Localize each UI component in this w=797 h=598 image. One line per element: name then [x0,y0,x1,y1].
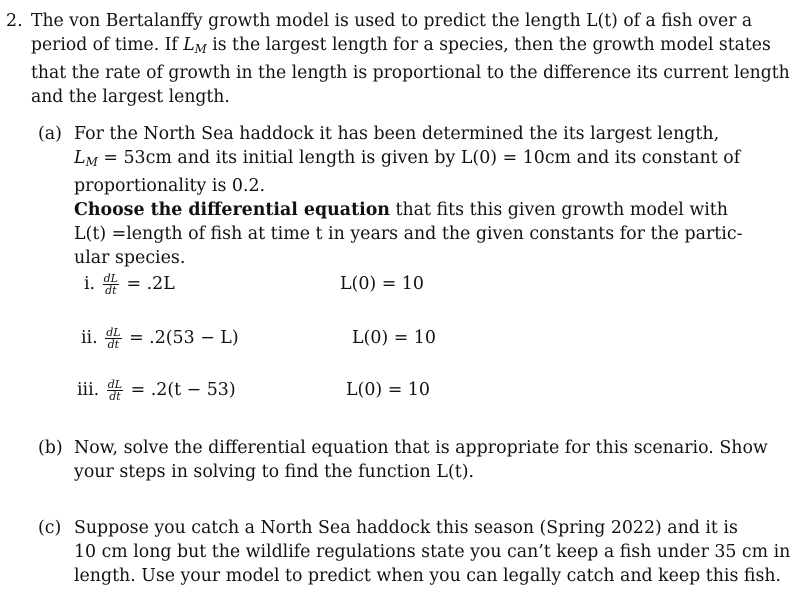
part-a-line-3: proportionality is 0.2. [74,176,266,196]
problem-number: 2. [6,11,23,31]
stem-line-4: and the largest length. [31,87,230,107]
part-a-body [74,122,742,270]
part-a-bold-instruction: Choose the differential equation [74,200,390,220]
part-b-label: (b) [38,438,63,458]
part-c-line-3: length. Use your model to predict when you can legally catch and keep this fish. [74,566,782,586]
option-iii-initial-condition: L(0) = 10 [346,380,430,400]
part-a-instruction-line-2: L(t) =length of fish at time t in years and the given constants for the partic- [74,224,743,244]
option-ii-label: ii. [81,328,98,348]
part-a-instruction-line-3: ular species. [74,248,186,268]
option-ii-initial-condition: L(0) = 10 [352,328,436,348]
option-i-initial-condition: L(0) = 10 [340,274,424,294]
option-i-derivative: $\frac{dL}{dt}$ [103,272,118,297]
option-iii-derivative: $\frac{dL}{dt}$ [107,378,123,403]
option-iii [77,378,236,402]
part-c-label: (c) [38,518,62,538]
option-ii [81,326,239,350]
part-c-line-1: Suppose you catch a North Sea haddock this season (Spring 2022) and it is [74,518,738,538]
part-a-label: (a) [38,124,62,144]
part-a-instruction-rest: that fits this given growth model with [395,200,728,220]
option-iii-label: iii. [77,380,100,400]
stem-line-3: that the rate of growth in the length is proportional to the difference its current length [31,63,790,83]
problem-stem [31,9,790,109]
part-a-line-2: $L_M = 53cm$ and its initial length is given by L(0) = 10cm and its constant of [74,148,741,169]
option-iii-rhs: = .2(t − 53) [130,380,236,400]
part-b-line-2: your steps in solving to find the function L(t). [74,462,475,482]
stem-line-2: period of time. If $L_M$ is the largest length for a species, then the growth model states [31,35,771,56]
part-b-line-1: Now, solve the differential equation that is appropriate for this scenario. Show [74,438,768,458]
part-a-instruction-line-1 [74,198,742,222]
option-i-rhs: = .2L [126,274,175,294]
part-b-body [74,436,768,484]
stem-line-1: The von Bertalanffy growth model is used to predict the length L(t) of a fish over a [31,11,753,31]
part-a-line-1: For the North Sea haddock it has been determined the its largest length, [74,124,720,144]
option-i [84,272,175,296]
option-i-label: i. [84,274,96,294]
option-ii-derivative: $\frac{dL}{dt}$ [106,326,121,351]
option-ii-rhs: = .2(53 − L) [129,328,239,348]
part-c-body [74,516,790,588]
part-c-line-2: 10 cm long but the wildlife regulations state you can’t keep a fish under 35 cm in [74,542,791,562]
